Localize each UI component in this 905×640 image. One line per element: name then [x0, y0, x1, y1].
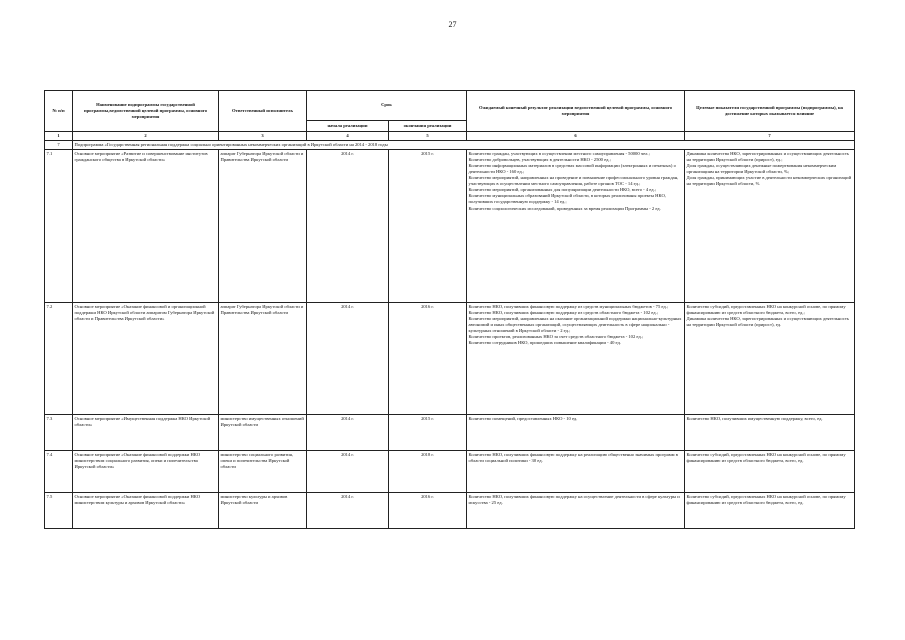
subprogram-title: Подпрограмма «Государственная региональная поддержка социально ориентированных некоммерческих организаций в Иркутской области на 2014 - 2018 годы: [73, 141, 855, 150]
expected-line: Количество сотрудников НКО, прошедших повышение квалификации - 40 ед.: [468, 340, 622, 346]
row-end: 2018 г.: [389, 451, 467, 493]
row-expected: [467, 150, 685, 303]
row-end: 2016 г.: [389, 493, 467, 529]
row-end: 2015 г.: [389, 415, 467, 451]
row-num: 7.5: [45, 493, 73, 529]
table-row: [45, 493, 855, 529]
row-responsible: аппарат Губернатора Иркутской области и Правительства Иркутской области: [219, 303, 307, 415]
header-targets: Целевые показатели государственной программы (подпрограммы), на достижение которых оказывается влияние: [685, 91, 855, 132]
expected-line: Количество мероприятий, направленных на проведение и повышение профессионального уровня граждан, участвующих в осуществлении местного самоуправления, работе органов ТОС - 14 ед.;: [468, 175, 679, 187]
table-row: [45, 415, 855, 451]
row-responsible: министерство культуры и архивов Иркутской области: [219, 493, 307, 529]
row-num: 7.4: [45, 451, 73, 493]
row-name: Основное мероприятие «Оказание финансовой поддержки НКО министерством социального развития, опеки и попечительства Иркутской области»: [73, 451, 219, 493]
expected-line: Количество муниципальных образований Иркутской области, в которых реализованы проекты НКО, получивших государственную поддержку - 14 ед.;: [468, 193, 666, 205]
expected-line: Количество граждан, участвующих в осуществлении местного самоуправления - 50000 чел.;: [468, 150, 650, 156]
expected-line: Количество НКО, получивших финансовую поддержку из средств муниципальных бюджетов - 75 ед.;: [468, 303, 669, 309]
row-name: Основное мероприятие «Оказание финансовой поддержки НКО министерством культуры и архивов Иркутской области»: [73, 493, 219, 529]
row-num: 7.2: [45, 303, 73, 415]
row-targets: [685, 451, 855, 493]
row-end: 2015 г.: [389, 150, 467, 303]
row-start: 2014 г.: [307, 451, 389, 493]
row-start: 2014 г.: [307, 415, 389, 451]
col-number: 4: [307, 132, 389, 141]
expected-line: Количество проектов, реализованных НКО за счет средств областного бюджета - 102 ед.;: [468, 334, 644, 340]
target-line: Количество субсидий, предоставленных НКО на конкурсной основе, по прямому финансированию из средств областного бюджета, всего, ед.;: [686, 303, 846, 316]
row-end: 2016 г.: [389, 303, 467, 415]
row-targets: [685, 150, 855, 303]
col-number: 7: [685, 132, 855, 141]
row-start: 2014 г.: [307, 493, 389, 529]
target-line: Количество субсидий, предоставленных НКО на конкурсной основе, по прямому финансированию из средств областного бюджета, всего, ед.: [686, 451, 846, 464]
expected-line: Количество НКО, получивших финансовую поддержку из средств областного бюджета - 102 ед.;: [468, 310, 659, 316]
expected-line: Количество мероприятий, организованных для популяризации деятельности НКО, всего - 4 ед.;: [468, 187, 657, 193]
header-num: № п/п: [45, 91, 73, 132]
expected-line: Количество НКО, получивших финансовую поддержку на реализацию общественно значимых программ в области социальной политики - 30 ед.: [468, 451, 678, 464]
col-number: 2: [73, 132, 219, 141]
row-num: 7.1: [45, 150, 73, 303]
target-line: Доля граждан, осуществляющих денежные пожертвования некоммерческим организациям на территории Иркутской области, %;: [686, 163, 837, 175]
subprogram-num: 7: [45, 141, 73, 150]
column-number-row: [45, 132, 855, 141]
row-expected: [467, 415, 685, 451]
subprogram-row: [45, 141, 855, 150]
target-line: Динамика количества НКО, зарегистрированных и осуществляющих деятельность на территории Иркутской области (прирост), ед.;: [686, 150, 849, 163]
header-term-end: окончания реализации: [389, 121, 467, 132]
page-number: 27: [448, 20, 457, 29]
header-expected: Ожидаемый конечный результат реализации ведомственной целевой программы, основного мероприятия: [467, 91, 685, 132]
row-name: Основное мероприятие «Имущественная поддержка НКО Иркутской области»: [73, 415, 219, 451]
table-row: [45, 451, 855, 493]
target-line: Доля граждан, принимающих участие в деятельности некоммерческих организаций на территории Иркутской области, %: [686, 175, 852, 187]
row-targets: [685, 415, 855, 451]
expected-line: Количество мероприятий, направленных на оказание организационной поддержки национально-культурных автономий и иных общественных организаций, осуществляющих деятельность в сфере национально - культурных отношений в Иркутской области - 2 ед.;: [468, 316, 682, 334]
header-name: Наименование подпрограммы государственной программы,ведомственной целевой программы, основного мероприятия: [73, 91, 219, 132]
table-row: [45, 150, 855, 303]
row-expected: [467, 451, 685, 493]
program-table: [44, 90, 855, 529]
expected-line: Количество добровольцев, участвующих в деятельности НКО - 2500 ед.;: [468, 157, 611, 163]
header-term-start: начала реализации: [307, 121, 389, 132]
row-responsible: министерство имущественных отношений Иркутской области: [219, 415, 307, 451]
row-expected: [467, 303, 685, 415]
expected-line: Количество НКО, получивших финансовую поддержку на осуществление деятельности в сфере культуры и искусства - 25 ед.: [468, 493, 680, 506]
row-responsible: аппарат Губернатора Иркутской области и Правительства Иркутской области: [219, 150, 307, 303]
expected-line: Количество помещений, предоставленных НКО - 10 ед.: [468, 415, 578, 421]
target-line: Динамика количества НКО, зарегистрированных и осуществляющих деятельность на территории Иркутской области (прирост), ед.: [686, 316, 849, 328]
col-number: 5: [389, 132, 467, 141]
target-line: Количество НКО, получивших имущественную поддержку, всего, ед.: [686, 415, 823, 421]
col-number: 3: [219, 132, 307, 141]
header-term: Срок: [307, 91, 467, 121]
row-responsible: министерство социального развития, опеки и попечительства Иркутской области: [219, 451, 307, 493]
col-number: 1: [45, 132, 73, 141]
row-start: 2014 г.: [307, 150, 389, 303]
expected-line: Количество информационных материалов в средствах массовой информации (электронных и печатных) о деятельности НКО - 160 ед.;: [468, 163, 676, 175]
row-targets: [685, 303, 855, 415]
row-expected: [467, 493, 685, 529]
expected-line: Количество социологических исследований, проведенных за время реализации Программы - 2 ед.: [468, 205, 661, 211]
row-targets: [685, 493, 855, 529]
header-responsible: Ответственный исполнитель: [219, 91, 307, 132]
col-number: 6: [467, 132, 685, 141]
row-name: Основное мероприятие «Оказание финансовой и организационной поддержки НКО Иркутской области аппаратом Губернатора Иркутской области и Правительства Иркутской области»: [73, 303, 219, 415]
row-num: 7.3: [45, 415, 73, 451]
row-name: Основное мероприятие «Развитие и совершенствование институтов гражданского общества в Иркутской области»: [73, 150, 219, 303]
table-row: [45, 303, 855, 415]
row-start: 2014 г.: [307, 303, 389, 415]
target-line: Количество субсидий, предоставленных НКО на конкурсной основе, по прямому финансированию из средств областного бюджета, всего, ед.: [686, 493, 846, 506]
